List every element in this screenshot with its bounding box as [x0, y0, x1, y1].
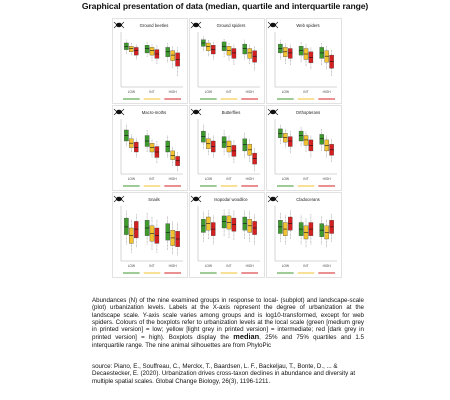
box-orthopterans-high-low [320, 134, 324, 144]
x-tick-label: HIGH [168, 264, 177, 268]
box-snails-high-low [166, 224, 170, 241]
box-snails-low-low [124, 218, 128, 235]
x-tick-label: LOW [204, 264, 212, 268]
x-tick-label: INT [303, 177, 309, 181]
cladoceran-icon-body [270, 197, 276, 201]
snail-icon-body [116, 197, 122, 201]
panel-title: Snails [148, 197, 160, 202]
grasshopper-icon-body [270, 110, 276, 114]
panel-title: Macro-moths [141, 110, 167, 115]
panel-isopoda-woodlice [190, 193, 265, 278]
source-citation: source: Piano, E., Souffreau, C., Merckx, T., Baardsen, L. F., Backeljau, T., Bonte, D., ... & Decaestecker, E. (2020). Urbanization drives cross-taxon declines in abundance and diversity at multiple spatial scales. Global Change Biology, 26(3), 1196-1211. [92, 363, 356, 385]
panel-macro-moths [113, 106, 188, 191]
box-web-spiders-low-high [288, 49, 292, 59]
caption-text: Abundances (N) of the nine examined groups in response to local- (subplot) and landscape-scale (plot) urbanization levels. Labels at the X-axis represent the degree of urbanization at the landscape scale. Y-axis scale varies among groups and is log10-transformed, except for web spiders. Colours of the boxplots refer to urbanization levels at the local scale (green [medium grey in printed version] = low; yellow [light grey in printed version] = intermediate; red [dark grey in printed version] = high). Boxplots display the [92, 297, 364, 342]
x-tick-label: LOW [204, 177, 212, 181]
x-tick-label: INT [149, 90, 155, 94]
x-tick-label: INT [149, 264, 155, 268]
x-tick-label: LOW [127, 177, 135, 181]
figure-caption [92, 297, 364, 349]
box-ground-beetles-low-intermediate [129, 46, 133, 52]
x-tick-label: HIGH [168, 90, 177, 94]
panel-title: Butterflies [221, 110, 241, 115]
box-ground-spiders-high-intermediate [248, 49, 252, 59]
x-tick-label: LOW [204, 90, 212, 94]
x-tick-label: INT [303, 90, 309, 94]
box-orthopterans-low-high [288, 137, 292, 147]
butterfly-icon-body [193, 110, 199, 114]
x-tick-label: LOW [127, 264, 135, 268]
x-tick-label: INT [149, 177, 155, 181]
box-orthopterans-int-intermediate [304, 136, 308, 146]
x-tick-label: HIGH [322, 264, 331, 268]
x-tick-label: LOW [281, 90, 289, 94]
panel-ground-beetles [113, 19, 188, 104]
x-tick-label: INT [226, 90, 232, 94]
x-tick-label: INT [226, 264, 232, 268]
x-tick-label: LOW [281, 264, 289, 268]
woodlouse-icon-body [193, 197, 199, 201]
x-tick-label: INT [226, 177, 232, 181]
box-ground-beetles-low-high [134, 47, 138, 55]
boxplot-figure [112, 18, 342, 280]
x-tick-label: INT [303, 264, 309, 268]
panel-title: Orthopterans [295, 110, 321, 115]
x-tick-label: HIGH [168, 177, 177, 181]
panel-web-spiders [267, 19, 342, 104]
box-butterflies-high-low [243, 139, 247, 151]
caption-text-end: , 25% and 75% quartiles and 1.5 interquartile range. The nine animal silhouettes are from PhyloPic [92, 334, 364, 349]
x-tick-label: HIGH [322, 90, 331, 94]
caption-median: median [233, 332, 260, 342]
box-macro-moths-low-high [134, 142, 138, 152]
box-snails-low-high [134, 221, 138, 238]
box-ground-beetles-int-intermediate [150, 47, 154, 55]
web-spider-icon-body [270, 23, 276, 27]
panel-snails [113, 193, 188, 278]
panel-cladocerans [267, 193, 342, 278]
moth-icon-body [116, 110, 122, 114]
spider-icon-body [193, 23, 199, 27]
panel-title: Web spiders [296, 23, 320, 28]
panel-title: Isopoda/ woodlice [214, 197, 248, 202]
x-tick-label: HIGH [245, 177, 254, 181]
page-title: Graphical presentation of data (median, quartile and interquartile range) [81, 1, 369, 11]
box-ground-beetles-int-low [145, 45, 149, 53]
box-ground-spiders-high-low [243, 44, 247, 54]
panel-title: Ground spiders [216, 23, 246, 28]
box-isopoda-woodlice-int-low [222, 216, 226, 228]
box-ground-spiders-low-intermediate [206, 43, 210, 51]
x-tick-label: LOW [127, 90, 135, 94]
panel-title: Cladocerans [296, 197, 320, 202]
box-ground-spiders-int-high [232, 49, 236, 59]
x-tick-label: LOW [281, 177, 289, 181]
x-tick-label: HIGH [245, 264, 254, 268]
box-orthopterans-int-low [299, 131, 303, 141]
panel-title: Ground beetles [139, 23, 169, 28]
panel-orthopterans [267, 106, 342, 191]
x-tick-label: HIGH [322, 177, 331, 181]
box-ground-beetles-high-intermediate [171, 51, 175, 61]
x-tick-label: HIGH [245, 90, 254, 94]
beetle-icon-body [116, 23, 122, 27]
panel-butterflies [190, 106, 265, 191]
panel-ground-spiders [190, 19, 265, 104]
